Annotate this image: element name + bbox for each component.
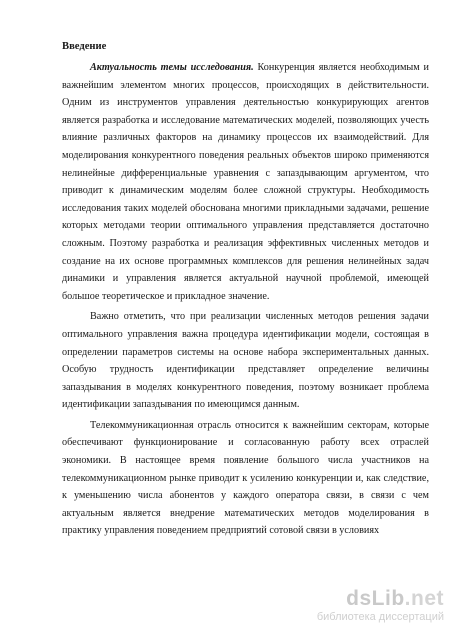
watermark-logo	[314, 588, 444, 610]
document-page	[62, 38, 429, 540]
watermark-logo-suffix: .net	[404, 587, 444, 610]
paragraph-relevance	[62, 59, 429, 305]
paragraph-telecom	[62, 417, 429, 540]
section-heading: Введение	[62, 41, 107, 52]
paragraph-text: Важно отметить, что при реализации численных методов решения задачи оптимального управления важна процедура идентификации модели, состоящая в определении параметров системы на основе набора экспериментальных данных. Особую трудность идентификации представляет определение величины запаздывания в моделях конкурентного поведения, поэтому возникает проблема идентификации запаздывания по имеющимся данным.	[62, 311, 429, 411]
paragraph-text: Телекоммуникационная отрасль относится к важнейшим секторам, которые обеспечивают функционирование и согласованную работу всех отраслей экономики. В настоящее время появление большого числа участников на телекоммуникационном рынке приводит к усилению конкуренции и, как следствие, к уменьшению числа абонентов у каждого оператора связи, в связи с чем актуальным является внедрение математических методов моделирования в практику управления поведением предприятий сотовой связи в условиях	[62, 419, 429, 537]
paragraph-lead: Актуальность темы исследования.	[90, 62, 254, 73]
paragraph-text: Конкуренция является необходимым и важнейшим элементом многих процессов, происходящих в действительности. Одним из инструментов управления деятельностью конкурирующих агентов является разработка и исследование математических моделей, позволяющих учесть влияние различных факторов на динамику процессов их взаимодействий. Для моделирования конкурентного поведения реальных объектов широко применяются нелинейные дифференциальные уравнения с запаздывающим аргументом, что приводит к динамическим моделям более сложной структуры. Необходимость исследования таких моделей обоснована многими прикладными задачами, решение которых методами теории оптимального управления представляется достаточно сложным. Поэтому разработка и реализация эффективных численных методов и создание на их основе программных комплексов для решения нелинейных задач динамики и управления является актуальной научной проблемой, имеющей большое теоретическое и прикладное значение.	[62, 62, 429, 302]
dslib-watermark	[314, 588, 444, 632]
paragraph-identification	[62, 308, 429, 414]
watermark-logo-main: dsLib	[346, 587, 405, 610]
watermark-subtitle: библиотека диссертаций	[316, 611, 444, 623]
